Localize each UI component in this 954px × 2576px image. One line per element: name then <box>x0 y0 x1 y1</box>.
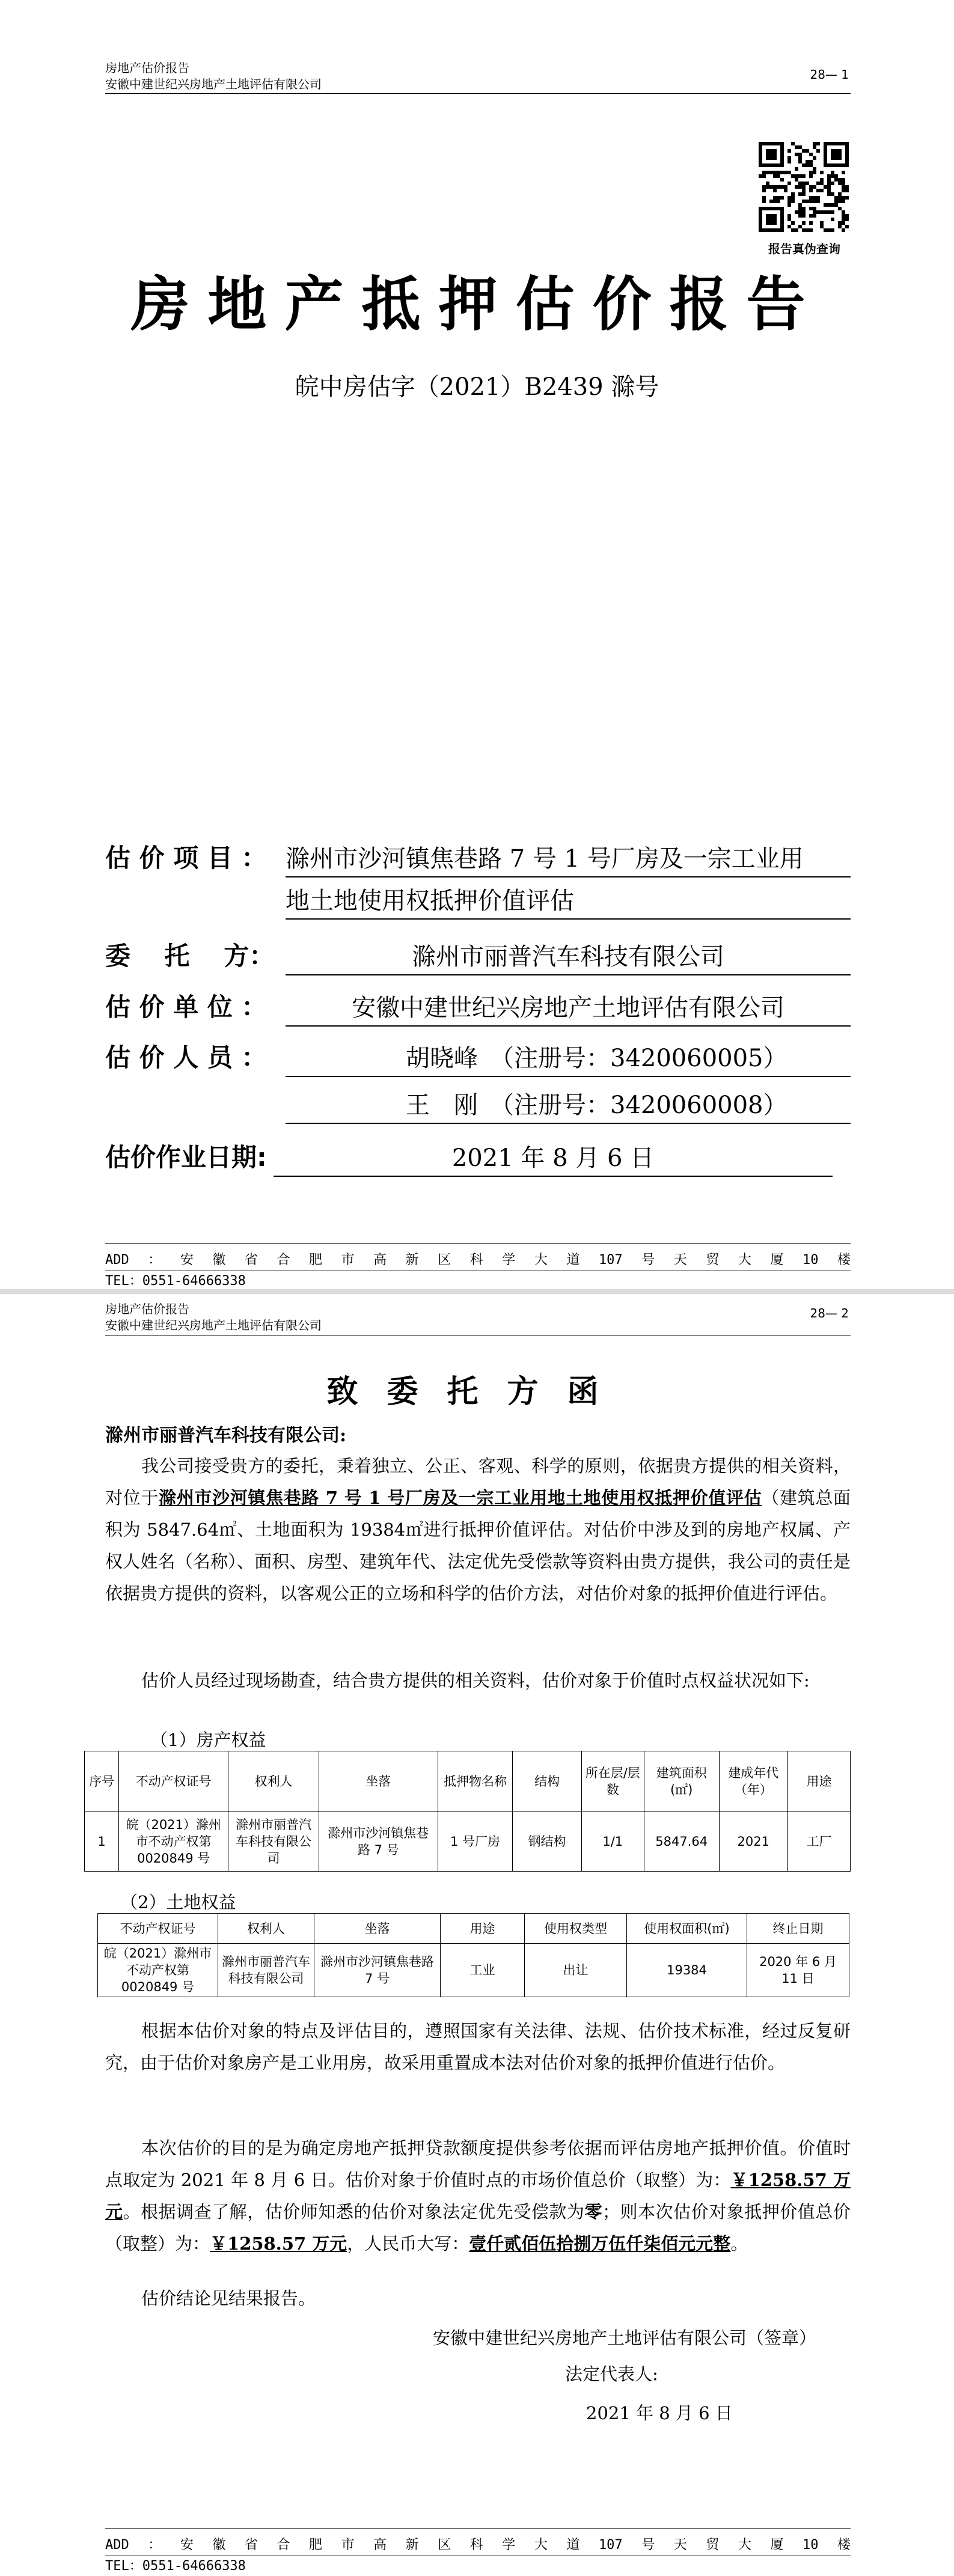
table-row-cell: 1 <box>85 1811 119 1872</box>
table-header-cell: 坐落 <box>319 1751 438 1811</box>
table-header-cell: 权利人 <box>228 1751 319 1811</box>
footer-address-part: 道 <box>566 2538 580 2553</box>
footer-address-part: 107 <box>598 1253 623 1268</box>
table-row <box>85 1811 851 1872</box>
footer-address-part: 10 <box>802 2538 819 2553</box>
mortgage-value-words: 壹仟贰佰伍拾捌万伍仟柒佰元元整 <box>469 2233 731 2254</box>
footer-address-part: 区 <box>438 1253 451 1268</box>
header-divider <box>105 93 851 94</box>
header-report-type: 房地产估价报告 <box>105 1302 189 1316</box>
table-header <box>85 1751 851 1811</box>
footer-address-part: 区 <box>438 2538 451 2553</box>
signature-company: 安徽中建世纪兴房地产土地评估有限公司（签章） <box>433 2328 817 2348</box>
qr-caption: 报告真伪查询 <box>768 242 840 256</box>
footer-address-part: 厦 <box>770 1253 784 1268</box>
mortgage-value: ￥1258.57 万元 <box>210 2233 347 2254</box>
table-row <box>98 1944 849 1997</box>
footer-address-part: 天 <box>673 2538 687 2553</box>
appraiser-2: 王 刚 （注册号：3420060008） <box>286 1086 851 1124</box>
footer <box>105 1250 851 1289</box>
page-number: 28— 2 <box>810 1306 849 1320</box>
table-header-cell: 结构 <box>513 1751 581 1811</box>
paragraph-2: 估价人员经过现场勘查，结合贵方提供的相关资料，估价对象于价值时点权益状况如下: <box>141 1670 810 1691</box>
footer-address-part: ADD <box>105 1253 129 1268</box>
table-row-cell: 钢结构 <box>513 1811 581 1872</box>
footer-address-part: 市 <box>341 1253 355 1268</box>
table-row-cell: 5847.64 <box>644 1811 719 1872</box>
footer-address-part: 徽 <box>212 2538 226 2553</box>
footer-address-part: 安 <box>180 1253 194 1268</box>
footer-address-part: ADD <box>105 2538 129 2553</box>
footer-address-part: 学 <box>502 1253 516 1268</box>
table-header-cell: 不动产权证号 <box>98 1914 218 1944</box>
footer-address-part: 大 <box>534 1253 548 1268</box>
appraiser-label: 估 价 人 员 ： <box>105 1043 267 1072</box>
table-row-cell: 滁州市丽普汽车科技有限公司 <box>218 1944 314 1997</box>
table-row-cell: 工厂 <box>787 1811 850 1872</box>
footer-address-part: 高 <box>373 1253 387 1268</box>
footer-address-part: 学 <box>502 2538 516 2553</box>
org-value: 安徽中建世纪兴房地产土地评估有限公司 <box>286 989 851 1027</box>
paragraph-4: 本次估价的目的是为确定房地产抵押贷款额度提供参考依据而评估房地产抵押价值。价值时点取定为 2021 年 8 月 6 日。估价对象于价值时点的市场价值总价（取整）为：￥1258.57 万元。根据调查了解，估价师知悉的估价对象法定优先受偿款为零；则本次估价对象抵押价值总价（取整）为：￥1258.57 万元，人民币大写：壹仟贰佰伍拾捌万伍仟柒佰元元整。 <box>105 2138 851 2254</box>
table-row-cell: 皖（2021）滁州市不动产权第0020849 号 <box>119 1811 228 1872</box>
footer-address-part: 高 <box>373 2538 387 2553</box>
table-header-cell: 坐落 <box>314 1914 441 1944</box>
footer-address-part: 大 <box>738 1253 751 1268</box>
footer-address-part: 107 <box>598 2538 623 2553</box>
table-header-cell: 抵押物名称 <box>438 1751 513 1811</box>
footer-address-part: 贸 <box>706 2538 720 2553</box>
table-header-cell: 不动产权证号 <box>119 1751 228 1811</box>
footer-address-part: 合 <box>277 1253 290 1268</box>
footer-address-part: 肥 <box>309 1253 323 1268</box>
footer-address-part: 市 <box>341 2538 355 2553</box>
project-value-line2: 地土地使用权抵押价值评估 <box>286 882 851 920</box>
footer-address-part: 新 <box>405 1253 419 1268</box>
footer-address-part: 贸 <box>706 1253 720 1268</box>
footer-address-part: ： <box>148 1253 162 1268</box>
footer-address-part: 新 <box>405 2538 419 2553</box>
footer-address-part: 省 <box>244 2538 258 2553</box>
header-company: 安徽中建世纪兴房地产土地评估有限公司 <box>105 1318 322 1332</box>
footer-address <box>105 2535 851 2556</box>
footer-address-part: 科 <box>469 2538 483 2553</box>
org-label: 估 价 单 位 ： <box>105 992 267 1022</box>
table-header-cell: 终止日期 <box>747 1914 849 1944</box>
header-report-type: 房地产估价报告 <box>105 61 189 75</box>
property-rights-table <box>84 1751 851 1872</box>
table-header-cell: 建筑面积(㎡) <box>644 1751 719 1811</box>
document-number: 皖中房估字（2021）B2439 滁号 <box>295 373 659 401</box>
appraiser-1: 胡晓峰 （注册号：3420060005） <box>286 1039 851 1077</box>
footer-address-part: 合 <box>277 2538 290 2553</box>
footer-address-part: 10 <box>802 1253 819 1268</box>
footer-address-part: 大 <box>534 2538 548 2553</box>
report-title: 房地产抵押估价报告 <box>130 270 824 339</box>
land-rights-table <box>97 1913 849 1997</box>
property-rights-heading: （1）房产权益 <box>150 1730 266 1750</box>
footer-address-part: 科 <box>469 1253 483 1268</box>
footer-address-part: 楼 <box>837 1253 851 1268</box>
table-row-cell: 出让 <box>525 1944 627 1997</box>
table-header-cell: 所在层/层数 <box>581 1751 644 1811</box>
header-company: 安徽中建世纪兴房地产土地评估有限公司 <box>105 77 322 91</box>
footer-tel: TEL：0551-64666338 <box>105 2556 246 2576</box>
table-header <box>98 1914 849 1944</box>
table-row-cell: 2021 <box>719 1811 787 1872</box>
table-header-cell: 用途 <box>441 1914 525 1944</box>
project-value-line1: 滁州市沙河镇焦巷路 7 号 1 号厂房及一宗工业用 <box>286 840 851 877</box>
table-header-cell: 使用权面积(㎡) <box>627 1914 747 1944</box>
project-name-highlight: 滁州市沙河镇焦巷路 7 号 1 号厂房及一宗工业用地土地使用权抵押价值评估 <box>159 1488 762 1508</box>
footer-address-part: 楼 <box>837 2538 851 2553</box>
signature-representative: 法定代表人: <box>565 2364 658 2384</box>
table-header-cell: 用途 <box>787 1751 850 1811</box>
qr-code-icon[interactable] <box>759 142 849 232</box>
project-label: 估 价 项 目 ： <box>105 843 267 873</box>
footer-address-part: 天 <box>673 1253 687 1268</box>
table-header-cell: 序号 <box>85 1751 119 1811</box>
footer-address-part: 安 <box>180 2538 194 2553</box>
table-header-cell: 建成年代（年） <box>719 1751 787 1811</box>
paragraph-1: 我公司接受贵方的委托，秉着独立、公正、客观、科学的原则，依据贵方提供的相关资料，对位于滁州市沙河镇焦巷路 7 号 1 号厂房及一宗工业用地土地使用权抵押价值评估（建筑总面积为 5847.64㎡、土地面积为 19384㎡进行抵押价值评估。对估价中涉及到的房地产权属、产权人姓名（名称）、面积、房型、建筑年代、法定优先受偿款等资料由贵方提供，我公司的责任是依据贵方提供的资料，以客观公正的立场和科学的估价方法，对估价对象的抵押价值进行评估。 <box>105 1456 851 1604</box>
footer-divider <box>105 1243 851 1244</box>
market-value: ￥1258.57 万元 <box>105 2170 851 2222</box>
page-number: 28— 1 <box>810 67 849 82</box>
table-row-cell: 滁州市沙河镇焦巷路 7 号 <box>314 1944 441 1997</box>
table-row-cell: 工业 <box>441 1944 525 1997</box>
footer-address <box>105 1250 851 1271</box>
signature-date: 2021 年 8 月 6 日 <box>586 2403 733 2423</box>
letter-title: 致委托方函 <box>326 1373 628 1410</box>
table-row-cell: 皖（2021）滁州市不动产权第 0020849 号 <box>98 1944 218 1997</box>
table-row-cell: 19384 <box>627 1944 747 1997</box>
priority-claim: 零 <box>584 2202 603 2222</box>
paragraph-3: 根据本估价对象的特点及评估目的，遵照国家有关法律、法规、估价技术标准，经过反复研究，由于估价对象房产是工业用房，故采用重置成本法对估价对象的抵押价值进行估价。 <box>105 2021 851 2073</box>
footer-address-part: 省 <box>244 1253 258 1268</box>
footer-address-part: 肥 <box>309 2538 323 2553</box>
table-header-cell: 使用权类型 <box>525 1914 627 1944</box>
footer-address-part: 道 <box>566 1253 580 1268</box>
footer-address-part: 号 <box>641 1253 655 1268</box>
table-row-cell: 1 号厂房 <box>438 1811 513 1872</box>
land-rights-heading: （2）土地权益 <box>120 1892 236 1912</box>
footer-address-part: 徽 <box>212 1253 226 1268</box>
footer-address-part: ： <box>148 2538 162 2553</box>
letter-page <box>0 1294 954 2576</box>
footer-address-part: 号 <box>641 2538 655 2553</box>
client-value: 滁州市丽普汽车科技有限公司 <box>286 938 851 975</box>
letter-addressee: 滁州市丽普汽车科技有限公司: <box>105 1425 347 1446</box>
footer-address-part: 厦 <box>770 2538 784 2553</box>
footer-address-part: 大 <box>738 2538 751 2553</box>
footer-tel: TEL：0551-64666338 <box>105 1271 246 1289</box>
paragraph-5: 估价结论见结果报告。 <box>141 2288 316 2309</box>
table-header-cell: 权利人 <box>218 1914 314 1944</box>
table-row-cell: 2020 年 6 月 11 日 <box>747 1944 849 1997</box>
table-row-cell: 滁州市丽普汽车科技有限公司 <box>228 1811 319 1872</box>
date-value: 2021 年 8 月 6 日 <box>274 1139 833 1177</box>
table-row-cell: 1/1 <box>581 1811 644 1872</box>
table-row-cell: 滁州市沙河镇焦巷路 7 号 <box>319 1811 438 1872</box>
client-label: 委 托 方： <box>105 941 275 971</box>
footer-divider <box>105 2528 851 2529</box>
date-label: 估价作业日期: <box>105 1143 267 1172</box>
footer <box>105 2535 851 2576</box>
